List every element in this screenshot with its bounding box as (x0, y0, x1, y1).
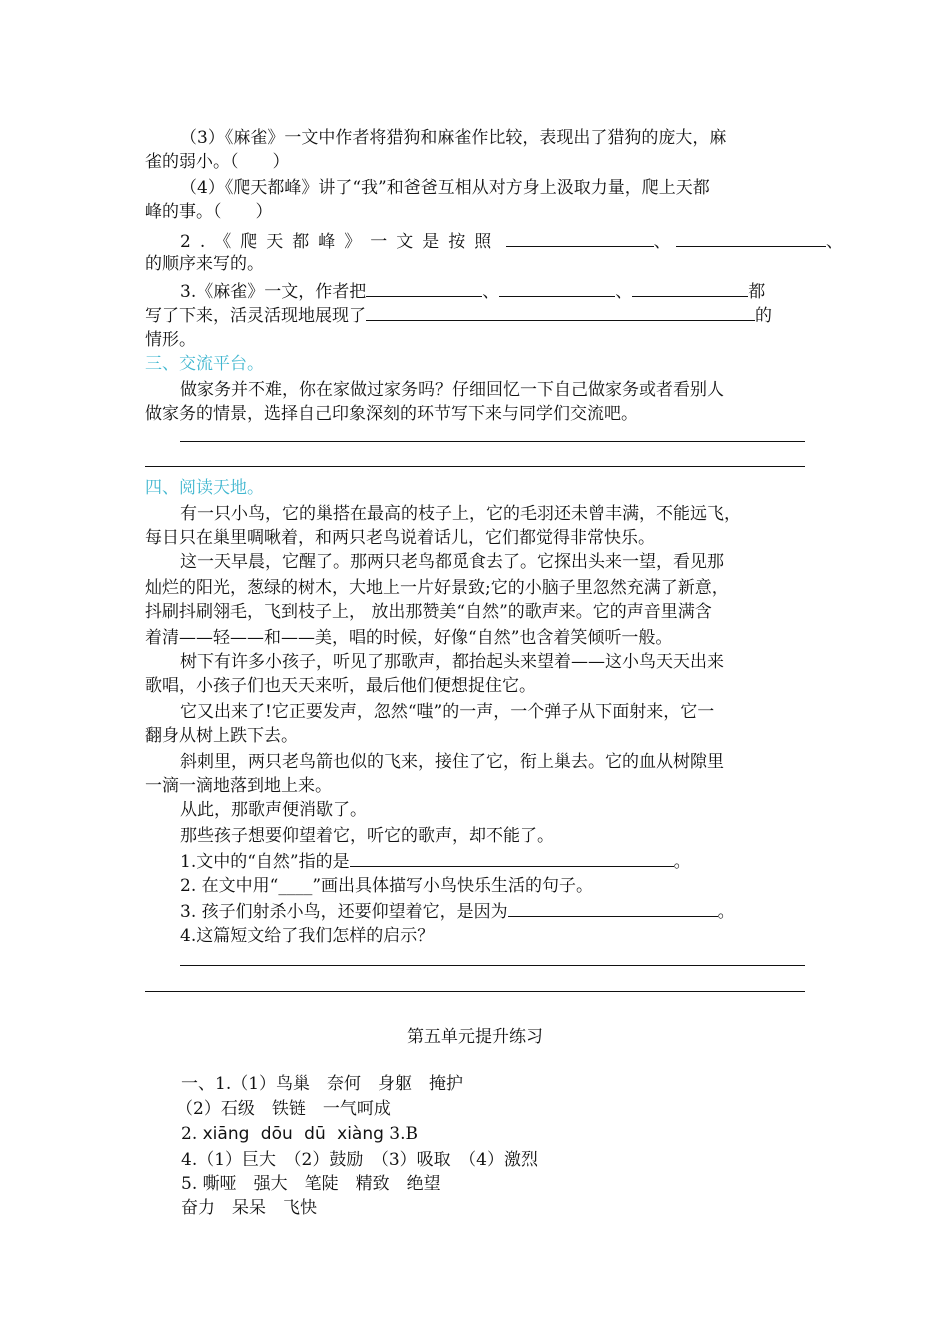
answer-line[interactable] (145, 466, 805, 467)
question-1-4-line1: （4）《爬天都峰》讲了“我”和爸爸互相从对方身上汲取力量，爬上天都 (180, 178, 710, 198)
passage-line: 歌唱，小孩子们也天天来听，最后他们便想捉住它。 (145, 676, 536, 696)
answer-line[interactable] (180, 441, 805, 442)
passage-line: 这一天早晨，它醒了。那两只老鸟都觅食去了。它探出头来一望，看见那 (180, 552, 724, 572)
question-1-3-line1: （3）《麻雀》一文中作者将猎狗和麻雀作比较，表现出了猎狗的庞大，麻 (180, 128, 727, 148)
blank[interactable] (506, 228, 654, 247)
section-3-paragraph-line2: 做家务的情景，选择自己印象深刻的环节写下来与同学们交流吧。 (145, 404, 638, 424)
answer-line[interactable] (180, 965, 805, 966)
question-3-line3: 情形。 (145, 330, 196, 350)
question-2-line2: 的顺序来写的。 (145, 254, 264, 274)
section-4-heading: 四、阅读天地。 (145, 478, 264, 498)
separator: 、 (826, 232, 844, 252)
blank[interactable] (366, 302, 755, 321)
blank[interactable] (508, 898, 718, 917)
blank[interactable] (350, 848, 674, 867)
question-3-line1 (180, 278, 765, 302)
passage-line: 它又出来了!它正要发声，忽然“嗤”的一声，一个弹子从下面射来，它一 (180, 702, 715, 722)
period: 。 (717, 902, 735, 922)
question-3-text: 3.《麻雀》一文，作者把 (180, 282, 367, 302)
reading-question-1-text: 1.文中的“自然”指的是 (180, 852, 350, 872)
answers-title: 第五单元提升练习 (407, 1027, 543, 1047)
answer-line-4: 4.（1）巨大 （2）鼓励 （3）吸取 （4）激烈 (181, 1150, 538, 1170)
answer-line[interactable] (145, 991, 805, 992)
reading-question-4: 4.这篇短文给了我们怎样的启示？ (180, 926, 435, 946)
answer-line-5: 5. 嘶哑 强大 笔陡 精致 绝望 (181, 1174, 441, 1194)
answer-line-3 (181, 1122, 418, 1146)
reading-question-3-text: 3. 孩子们射杀小鸟，还要仰望着它，是因为 (180, 902, 508, 922)
question-1-3-line2: 雀的弱小。（ ） (145, 152, 290, 172)
section-3-paragraph-line1: 做家务并不难，你在家做过家务吗？仔细回忆一下自己做家务或者看别人 (180, 380, 724, 400)
passage-line: 着清——轻——和——美，唱的时候，好像“自然”也含着笑倾听一般。 (145, 628, 673, 648)
answer-number: 2. (181, 1124, 203, 1144)
passage-line: 每日只在巢里啁啾着，和两只老鸟说着话儿，它们都觉得非常快乐。 (145, 528, 655, 548)
question-2-line1 (180, 228, 843, 252)
separator: 、 (615, 282, 633, 302)
passage-line: 灿烂的阳光，葱绿的树木，大地上一片好景致;它的小脑子里忽然充满了新意， (145, 578, 729, 598)
blank[interactable] (499, 278, 615, 297)
answer-line-6: 奋力 呆呆 飞快 (181, 1198, 317, 1218)
blank[interactable] (676, 228, 826, 247)
question-1-4-line2: 峰的事。（ ） (145, 202, 273, 222)
answer-line-2: （2）石级 铁链 一气呵成 (176, 1099, 391, 1119)
passage-line: 有一只小鸟，它的巢搭在最高的枝子上，它的毛羽还未曾丰满，不能远飞， (180, 504, 741, 524)
pinyin-answer: xiāng dōu dū xiàng (202, 1124, 384, 1144)
period: 。 (673, 852, 691, 872)
question-3-end: 的 (755, 306, 772, 326)
passage-line: 抖刷抖刷翎毛，飞到枝子上， 放出那赞美“自然”的歌声来。它的声音里满含 (145, 602, 712, 622)
passage-line: 斜刺里，两只老鸟箭也似的飞来，接住了它，衔上巢去。它的血从树隙里 (180, 752, 724, 772)
blank[interactable] (366, 278, 482, 297)
question-2-text: 2.《爬天都峰》一文是按照 (180, 232, 501, 252)
reading-question-1 (180, 848, 691, 872)
answer-line-1: 一、1.（1）鸟巢 奈何 身躯 掩护 (181, 1074, 464, 1094)
reading-question-2: 2. 在文中用“____”画出具体描写小鸟快乐生活的句子。 (180, 876, 594, 896)
passage-line: 从此，那歌声便消歇了。 (180, 800, 367, 820)
blank[interactable] (632, 278, 748, 297)
separator: 、 (482, 282, 500, 302)
question-3-end: 都 (748, 282, 766, 302)
passage-line: 一滴一滴地落到地上来。 (145, 776, 332, 796)
passage-line: 树下有许多小孩子，听见了那歌声，都抬起头来望着——这小鸟天天出来 (180, 652, 724, 672)
passage-line: 翻身从树上跌下去。 (145, 726, 298, 746)
question-3-text: 写了下来，活灵活现地展现了 (145, 306, 366, 326)
separator: 、 (653, 232, 671, 252)
passage-line: 那些孩子想要仰望着它，听它的歌声，却不能了。 (180, 826, 554, 846)
answer-tail: 3.B (383, 1124, 419, 1144)
question-3-line2 (145, 302, 772, 326)
section-3-heading: 三、交流平台。 (145, 354, 264, 374)
reading-question-3 (180, 898, 735, 922)
